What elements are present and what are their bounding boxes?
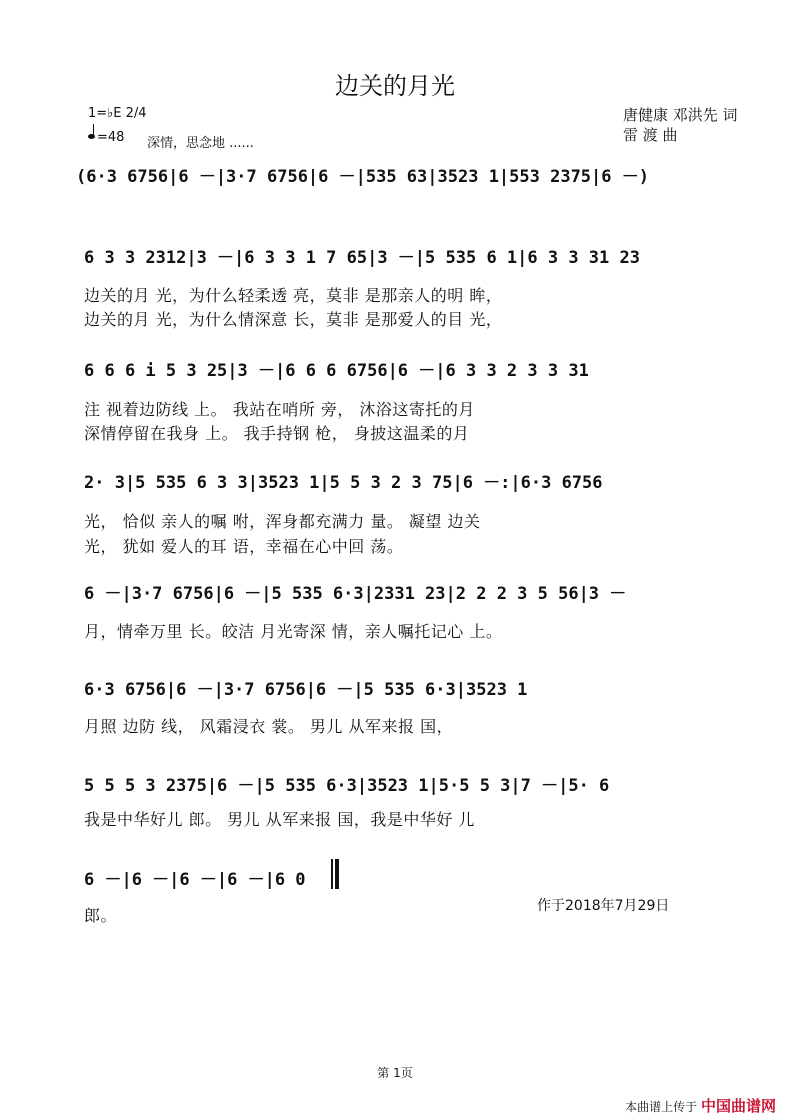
quarter-note-icon — [88, 124, 94, 140]
lyric-verse-1: 边关的月 光，为什么轻柔透 亮，莫非 是那亲人的明 眸， — [84, 286, 503, 305]
score-line-notes: 6 3 3 2312|3 －|6 3 3 1 7 65|3 －|5 535 6 1|6 3 3 31 23 — [84, 248, 640, 268]
lyric-verse-1: 注 视着边防线 上。 我站在哨所 旁， 沐浴这寄托的月 — [84, 400, 475, 419]
lyric-verse-1: 郎。 — [84, 906, 118, 925]
score-line-notes: 5 5 5 3 2375|6 －|5 535 6·3|3523 1|5·5 5 3|7 －|5· 6 — [84, 776, 610, 796]
score-line-notes: 6·3 6756|6 －|3·7 6756|6 －|5 535 6·3|3523 1 — [84, 680, 528, 700]
final-barline-thick — [335, 859, 339, 889]
final-barline — [331, 859, 333, 889]
tempo-marking: =48 — [97, 130, 125, 145]
site-logo[interactable]: 中国曲谱网 — [700, 1097, 776, 1115]
score-line-notes: 6 6 6 i 5 3 25|3 －|6 6 6 6756|6 －|6 3 3 2 3 3 31 — [84, 361, 589, 381]
lyric-verse-2: 深情停留在我身 上。 我手持钢 枪， 身披这温柔的月 — [84, 424, 470, 443]
lyric-verse-2: 光， 犹如 爱人的耳 语，幸福在心中回 荡。 — [84, 537, 404, 556]
lyric-verse-1: 光， 恰似 亲人的嘱 咐，浑身都充满力 量。 凝望 边关 — [84, 512, 481, 531]
source-text: 本曲谱上传于 — [625, 1100, 698, 1114]
page-title: 边关的月光 — [335, 72, 455, 100]
lyric-verse-1: 月照 边防 线， 风霜浸衣 裳。 男儿 从军来报 国， — [84, 717, 454, 736]
score-line-notes: 2· 3|5 535 6 3 3|3523 1|5 5 3 2 3 75|6 －:|6·3 6756 — [84, 473, 603, 493]
lyric-verse-1: 月，情牵万里 长。皎洁 月光寄深 情，亲人嘱托记心 上。 — [84, 622, 503, 641]
lyric-verse-1: 我是中华好儿 郎。 男儿 从军来报 国，我是中华好 儿 — [84, 810, 475, 829]
source-credit — [625, 1095, 776, 1116]
page-number: 第 1页 — [377, 1066, 413, 1080]
lyric-verse-2: 边关的月 光，为什么情深意 长，莫非 是那爱人的目 光， — [84, 310, 503, 329]
score-line-notes: 6 －|6 －|6 －|6 －|6 0 — [84, 870, 306, 890]
expression-marking: 深情，思念地 ...... — [147, 136, 254, 151]
composer-credit: 雷 渡 曲 — [623, 126, 678, 144]
composition-date: 作于2018年7月29日 — [537, 898, 670, 914]
lyricists-credit: 唐健康 邓洪先 词 — [623, 106, 738, 124]
score-line-notes: (6·3 6756|6 －|3·7 6756|6 －|535 63|3523 1|553 2375|6 －) — [76, 167, 649, 187]
key-signature: 1=♭E 2/4 — [88, 106, 147, 121]
score-line-notes: 6 －|3·7 6756|6 －|5 535 6·3|2331 23|2 2 2 3 5 56|3 － — [84, 584, 627, 604]
